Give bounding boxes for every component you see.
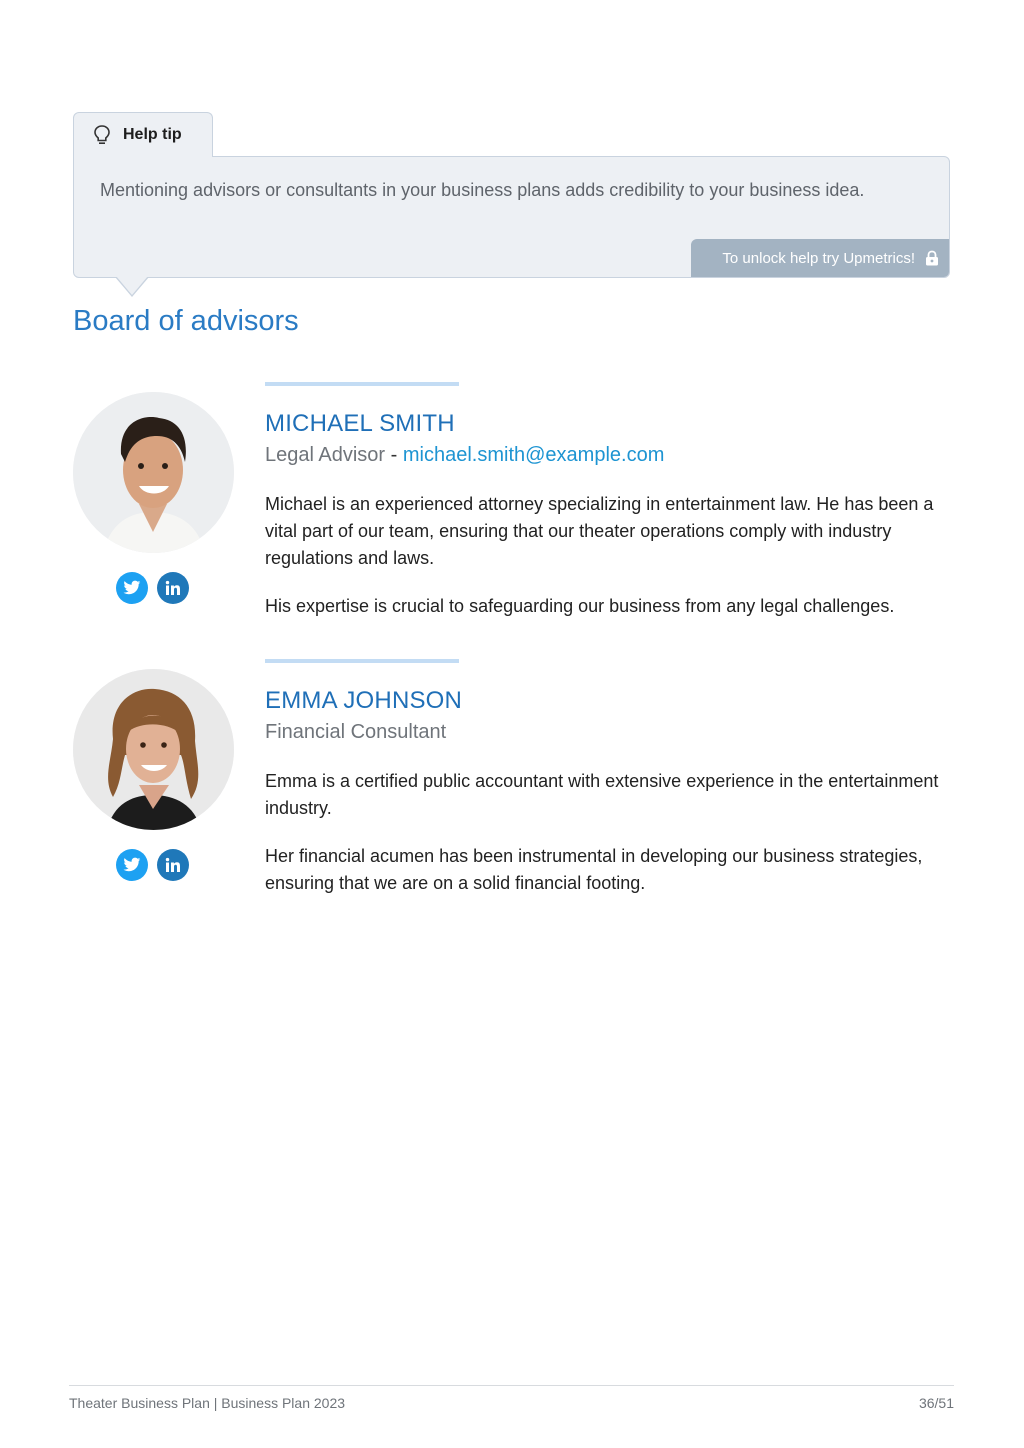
bio-paragraph: Emma is a certified public accountant with extensive experience in the entertainment industry. bbox=[265, 771, 939, 818]
twitter-icon[interactable] bbox=[116, 849, 148, 881]
help-tip-title: Help tip bbox=[123, 126, 182, 143]
linkedin-icon[interactable] bbox=[157, 849, 189, 881]
advisor-info bbox=[265, 659, 955, 918]
section-title: Board of advisors bbox=[73, 305, 299, 337]
avatar bbox=[73, 669, 234, 830]
footer-page-number: 36/51 bbox=[918, 1395, 954, 1411]
advisor-name: EMMA JOHNSON bbox=[265, 687, 463, 714]
advisor-role-line bbox=[265, 721, 955, 744]
social-links bbox=[116, 849, 189, 881]
bio-paragraph: Her financial acumen has been instrumental in developing our business strategies, ensuring that we are on a solid financial footing. bbox=[265, 846, 923, 893]
help-tip-box bbox=[73, 156, 950, 278]
advisor-info bbox=[265, 382, 955, 641]
advisor-photo bbox=[73, 392, 234, 553]
help-tip-tab bbox=[73, 112, 213, 157]
divider bbox=[265, 659, 459, 663]
help-tip-pointer-fill bbox=[116, 276, 148, 295]
bio-paragraph: His expertise is crucial to safeguarding our business from any legal challenges. bbox=[265, 596, 895, 616]
advisor-role-line bbox=[265, 444, 955, 467]
lock-icon bbox=[925, 250, 939, 266]
lightbulb-icon bbox=[92, 124, 112, 146]
unlock-help-label: To unlock help try Upmetrics! bbox=[722, 249, 915, 267]
twitter-icon[interactable] bbox=[116, 572, 148, 604]
advisor-email-link[interactable]: michael.smith@example.com bbox=[402, 444, 665, 466]
advisor-bio bbox=[265, 768, 955, 897]
divider bbox=[265, 382, 459, 386]
bio-paragraph: Michael is an experienced attorney specializing in entertainment law. He has been a vital part of our team, ensuring that our theater operations comply with industry regulations and laws. bbox=[265, 494, 934, 568]
advisor-photo bbox=[73, 669, 234, 830]
linkedin-icon[interactable] bbox=[157, 572, 189, 604]
footer-document-title: Theater Business Plan | Business Plan 2023 bbox=[69, 1395, 346, 1411]
advisor-role: Legal Advisor bbox=[265, 444, 386, 466]
unlock-help-button[interactable] bbox=[691, 239, 949, 277]
role-separator: - bbox=[390, 444, 398, 466]
help-tip-text: Mentioning advisors or consultants in your business plans adds credibility to your business idea. bbox=[100, 180, 865, 200]
advisor-bio bbox=[265, 491, 955, 620]
social-links bbox=[116, 572, 189, 604]
avatar bbox=[73, 392, 234, 553]
advisor-name: MICHAEL SMITH bbox=[265, 410, 455, 437]
advisor-role: Financial Consultant bbox=[265, 721, 447, 743]
footer-divider bbox=[69, 1385, 954, 1386]
